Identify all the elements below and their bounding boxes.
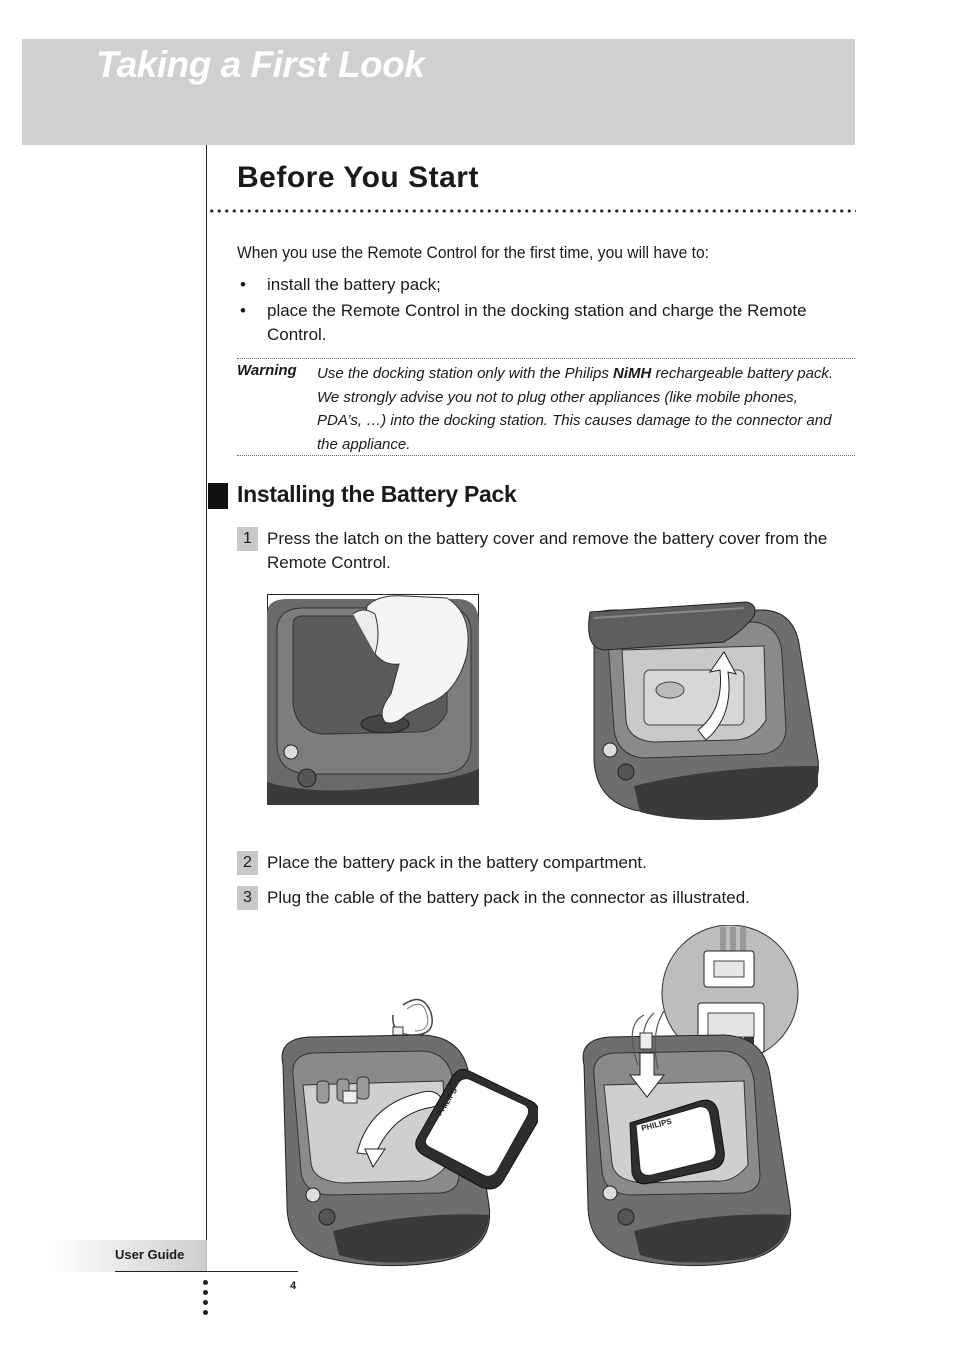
subsection-marker <box>208 483 228 509</box>
warning-text: Use the docking station only with the Philips NiMH rechargeable battery pack. We strongly advise you not to plug other appliances (like mobile phones, PDA’s, …) into the docking station. This causes damage to the connector and the appliance. <box>317 365 834 453</box>
subsection-title: Installing the Battery Pack <box>237 481 517 507</box>
step-3 <box>237 886 855 910</box>
bullet-icon: • <box>240 275 246 294</box>
press-latch-illustration <box>267 594 479 806</box>
plug-cable-illustration <box>574 925 802 1273</box>
footer-label: User Guide <box>115 1247 185 1262</box>
bullet-icon: • <box>240 301 246 320</box>
footer-rule <box>115 1271 298 1272</box>
step-text: Place the battery pack in the battery compartment. <box>267 853 647 872</box>
brand-label: PHILIPS <box>640 1116 673 1133</box>
page-number: 4 <box>290 1280 297 1292</box>
intro-text: When you use the Remote Control for the first time, you will have to: <box>237 243 710 262</box>
list-item: • place the Remote Control in the docking station and charge the Remote Control. <box>240 301 807 344</box>
chapter-title: Taking a First Look <box>96 44 425 85</box>
step-number: 3 <box>237 886 258 910</box>
step-number: 2 <box>237 851 258 875</box>
step-2 <box>237 851 855 875</box>
margin-rule <box>206 145 207 1272</box>
section-title: Before You Start <box>237 161 479 194</box>
warning-box <box>237 358 855 456</box>
footer-dots <box>203 1280 209 1320</box>
bullet-list <box>237 273 847 349</box>
brand-label: PHILIPS <box>434 1086 460 1118</box>
place-battery-illustration <box>273 995 538 1272</box>
list-item: • install the battery pack; <box>237 273 847 297</box>
step-number: 1 <box>237 527 258 551</box>
step-text: Plug the cable of the battery pack in the connector as illustrated. <box>267 888 750 907</box>
dotted-divider <box>208 208 856 214</box>
remove-cover-illustration <box>574 590 822 826</box>
warning-label: Warning <box>237 362 297 379</box>
step-text: Press the latch on the battery cover and remove the battery cover from the Remote Control. <box>267 529 828 572</box>
step-1 <box>237 527 855 577</box>
